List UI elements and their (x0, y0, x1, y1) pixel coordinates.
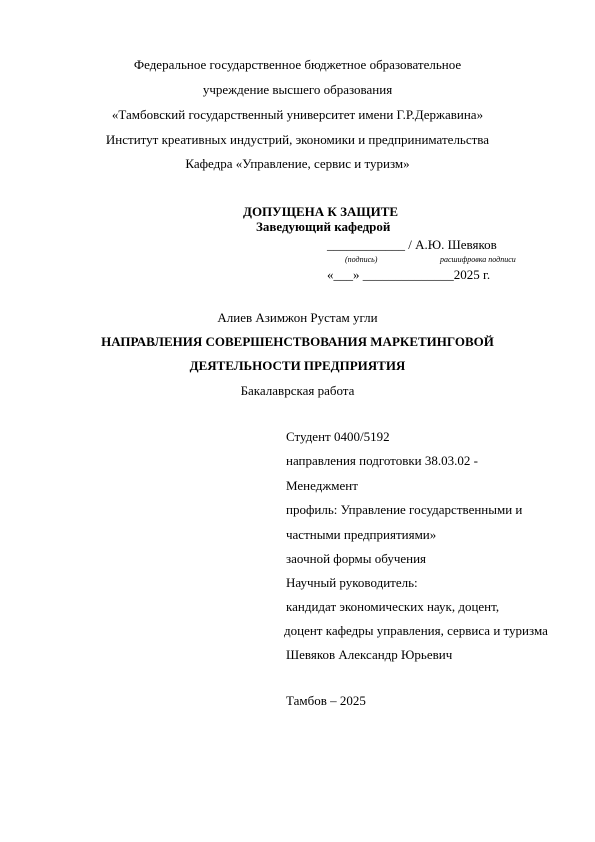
profile-line-1: профиль: Управление государственными и (286, 502, 523, 517)
approval-title: ДОПУЩЕНА К ЗАЩИТЕ (243, 204, 399, 219)
supervisor-label: Научный руководитель: (286, 575, 418, 590)
signature-hint: (подпись) (345, 255, 378, 264)
thesis-title-line-2: ДЕЯТЕЛЬНОСТИ ПРЕДПРИЯТИЯ (189, 358, 406, 373)
header-line-5: Кафедра «Управление, сервис и туризм» (185, 156, 410, 171)
supervisor-position: доцент кафедры управления, сервиса и туризма (284, 623, 548, 638)
header-line-1: Федеральное государственное бюджетное образовательное (133, 57, 462, 72)
thesis-title-line-1: НАПРАВЛЕНИЯ СОВЕРШЕНСТВОВАНИЯ МАРКЕТИНГОВОЙ (101, 334, 494, 349)
direction-line-1: направления подготовки 38.03.02 - (286, 453, 478, 468)
supervisor-degree: кандидат экономических наук, доцент, (286, 599, 500, 614)
approval-role: Заведующий кафедрой (256, 219, 391, 234)
decode-hint: расшифровка подписи (440, 255, 516, 264)
header-line-2: учреждение высшего образования (202, 82, 393, 97)
author-name: Алиев Азимжон Рустам угли (217, 310, 378, 325)
profile-line-2: частными предприятиями» (286, 527, 437, 542)
student-id: Студент 0400/5192 (286, 429, 390, 444)
supervisor-name: Шевяков Александр Юрьевич (286, 647, 453, 662)
header-line-4: Институт креативных индустрий, экономики и предпринимательства (105, 132, 490, 147)
header-line-3: «Тамбовский государственный университет имени Г.Р.Державина» (111, 107, 484, 122)
approval-signature-line: ____________ / А.Ю. Шевяков (327, 237, 497, 252)
approval-date-line: «___» ______________2025 г. (327, 267, 491, 282)
direction-line-2: Менеджмент (286, 478, 358, 493)
study-form: заочной формы обучения (286, 551, 427, 566)
city-year: Тамбов – 2025 (286, 693, 366, 708)
work-type: Бакалаврская работа (240, 383, 355, 398)
